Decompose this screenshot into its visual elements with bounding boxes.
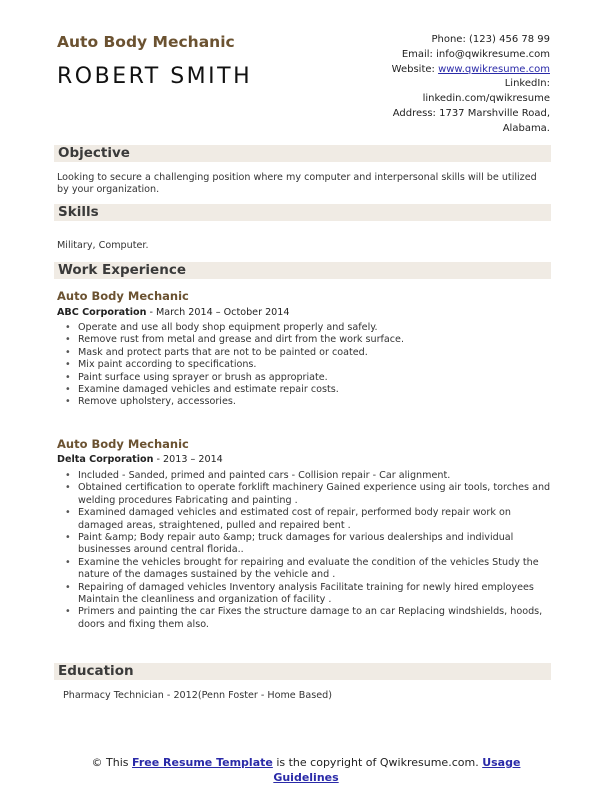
list-item: • Examine the vehicles brought for repairing and evaluate the condition of the vehicles Study the nature of the damages sustained by the vehicle and . [62,557,554,582]
address-line-2: Alabama. [502,122,550,134]
education-heading: Education [58,663,134,679]
work-section-bar [54,262,551,279]
objective-section-bar [54,145,551,162]
list-item: • Remove rust from metal and grease and dirt from the work surface. [62,334,554,346]
job-2-dates: - 2013 – 2014 [153,454,223,465]
contact-email [300,48,550,63]
job-2-company-line [57,454,223,465]
work-heading: Work Experience [58,262,186,278]
list-item: • Included - Sanded, primed and painted cars - Collision repair - Car alignment. [62,470,554,482]
job-1-title: Auto Body Mechanic [57,289,189,303]
list-item: • Paint &amp; Body repair auto &amp; truck damages for various dealerships and individual businesses around central florida.. [62,532,554,557]
job-2-company: Delta Corporation [57,454,154,465]
job-1-company: ABC Corporation [57,307,147,318]
phone-value: (123) 456 78 99 [469,34,550,45]
footer-middle: is the copyright of Qwikresume.com. [272,756,483,769]
list-item: • Remove upholstery, accessories. [62,396,554,408]
contact-block [300,33,550,137]
list-item: • Paint surface using sprayer or brush as appropriate. [62,372,554,384]
job-1-company-line [57,307,289,318]
footer-copyright [0,755,612,785]
job-title-heading: Auto Body Mechanic [57,33,235,51]
objective-text: Looking to secure a challenging position where my computer and interpersonal skills will be utilized by your organization. [57,172,537,195]
list-item: • Obtained certification to operate forklift machinery Gained experience using air tools, torches and welding procedures Fabricating and painting . [62,482,554,507]
phone-label: Phone: [431,34,466,45]
list-item: • Mask and protect parts that are not to be painted or coated. [62,347,554,359]
usage-guidelines-link-1[interactable]: Usage [482,756,521,769]
contact-address [300,107,550,122]
candidate-name: ROBERT SMITH [57,64,253,89]
list-item: • Mix paint according to specifications. [62,359,554,371]
email-label: Email: [401,48,433,60]
footer-prefix: © This [91,756,133,769]
education-text: Pharmacy Technician - 2012(Penn Foster - Home Based) [63,690,332,701]
website-label: Website: [391,63,435,75]
address-line-1: 1737 Marshville Road, [439,107,550,119]
contact-website [300,63,550,78]
website-link[interactable]: www.qwikresume.com [438,63,550,75]
free-resume-template-link[interactable]: Free Resume Template [132,756,273,769]
skills-section-bar [54,204,551,221]
education-section-bar [54,663,551,680]
usage-guidelines-link-2[interactable]: Guidelines [273,771,339,784]
contact-linkedin-label: LinkedIn: [504,78,550,90]
job-1-dates: - March 2014 – October 2014 [146,307,290,318]
list-item: • Examine damaged vehicles and estimate repair costs. [62,384,554,396]
list-item: • Examined damaged vehicles and estimated cost of repair, performed body repair work on damaged areas, straightened, pulled and repaired bent . [62,507,554,532]
skills-text: Military, Computer. [57,240,149,251]
list-item: • Primers and painting the car Fixes the structure damage to an car Replacing windshields, hoods, doors and fixing them also. [62,606,554,631]
contact-phone [300,33,550,48]
address-label: Address: [392,107,436,119]
objective-heading: Objective [58,145,130,161]
job-2-bullets [62,470,554,631]
skills-heading: Skills [58,204,99,220]
list-item: • Operate and use all body shop equipment properly and safely. [62,322,554,334]
contact-linkedin-value: linkedin.com/qwikresume [422,93,550,105]
job-2-title: Auto Body Mechanic [57,437,189,451]
email-value: info@qwikresume.com [436,48,550,60]
list-item: • Repairing of damaged vehicles Inventory analysis Facilitate training for newly hired employees Maintain the cleanliness and organization of facility . [62,582,554,607]
job-1-bullets [62,322,554,409]
